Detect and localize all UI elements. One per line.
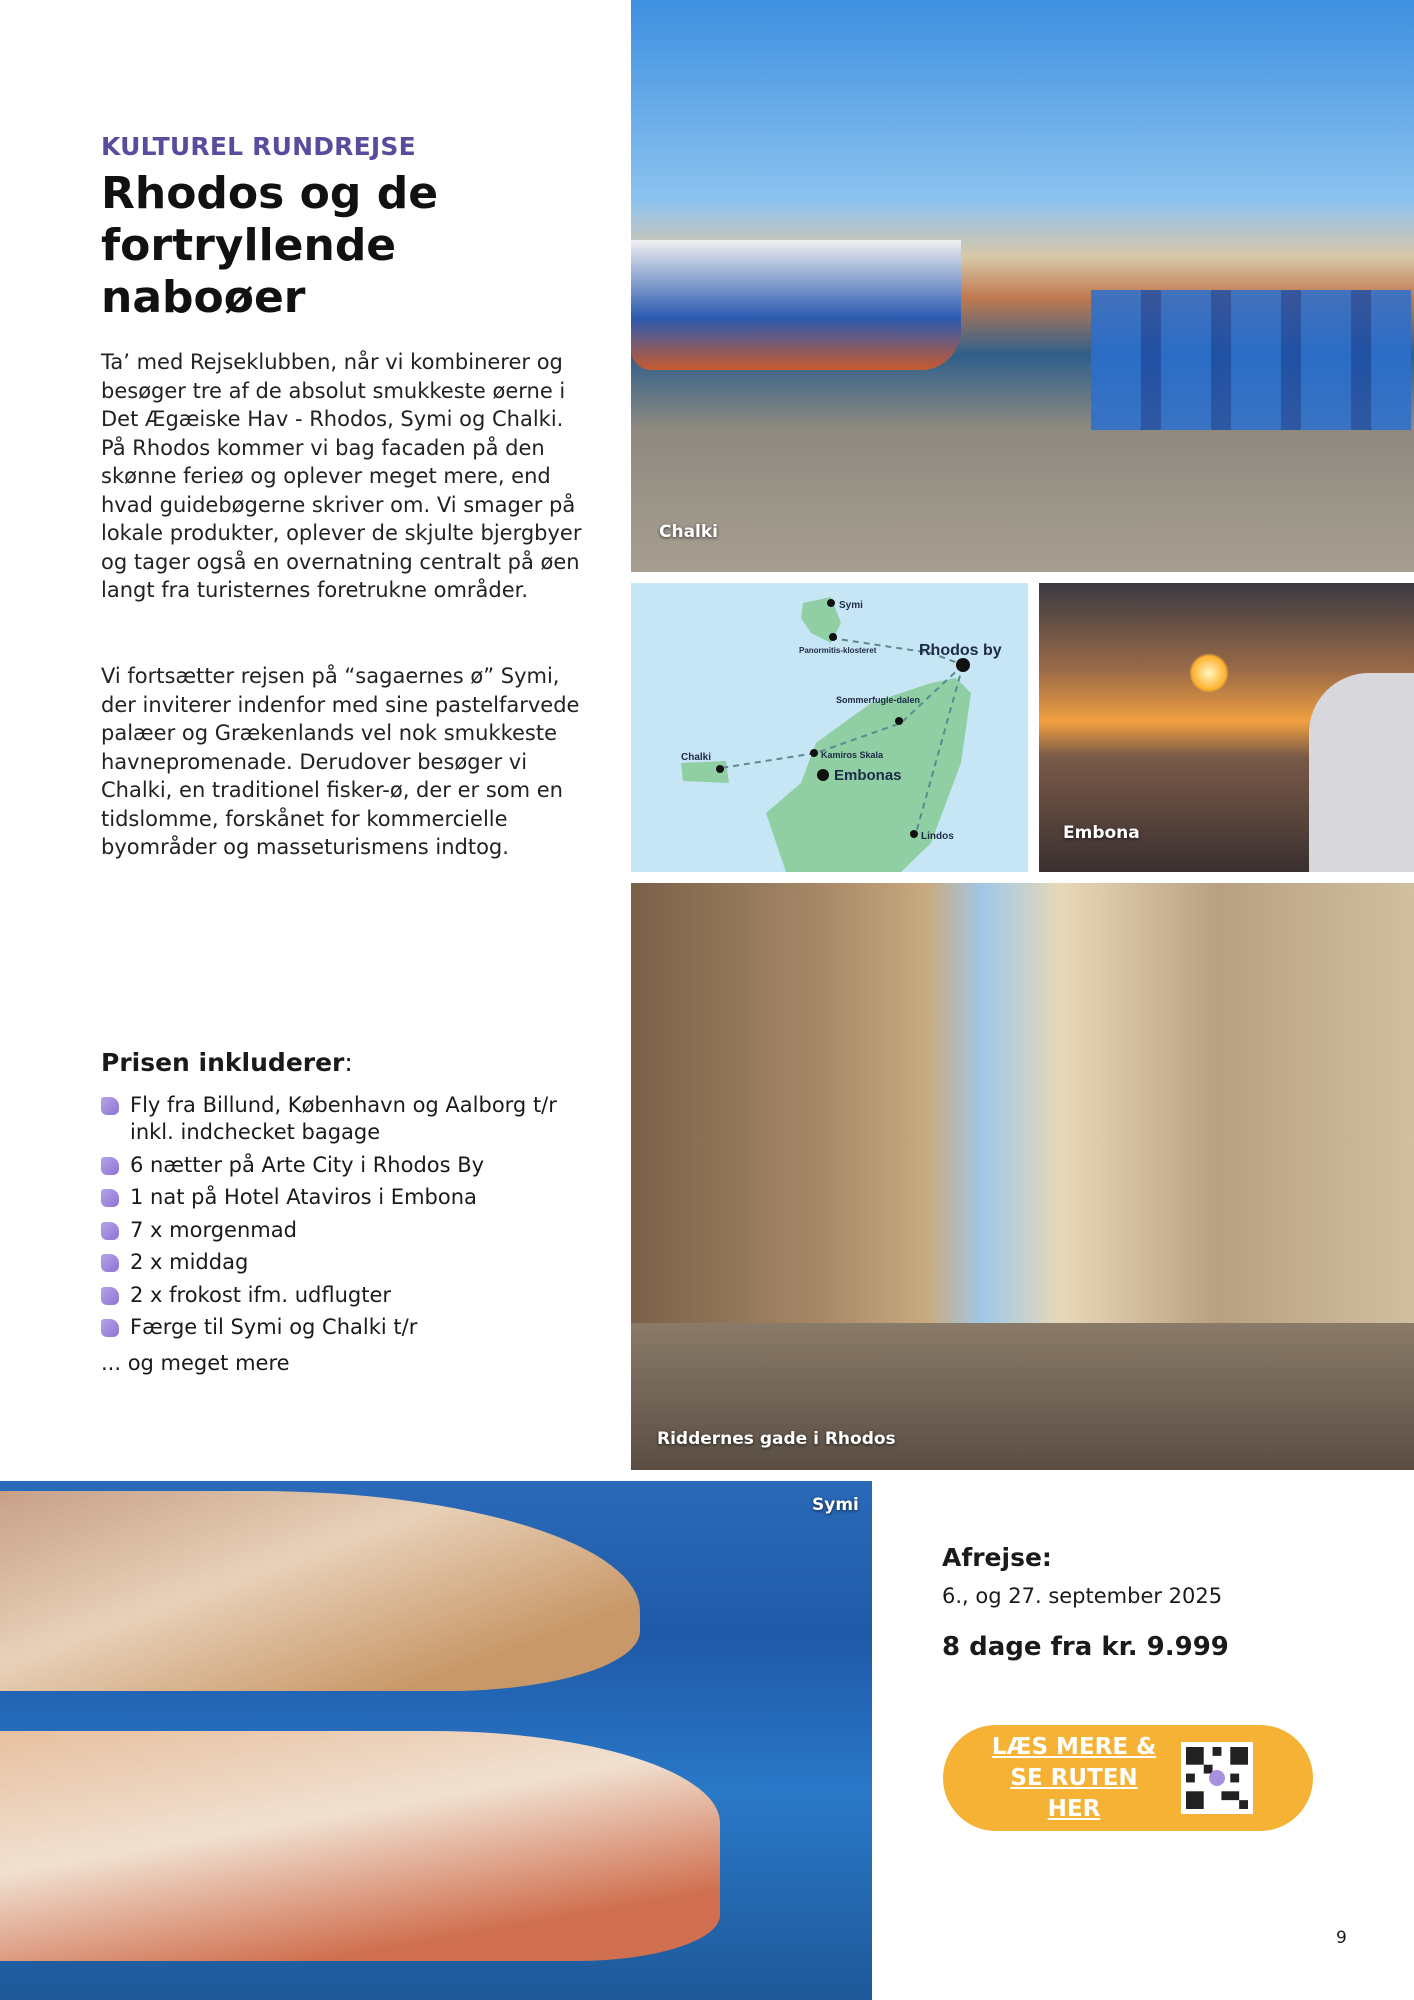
map-label: Chalki — [681, 752, 712, 763]
symi-paragraph: Vi fortsætter rejsen på “sagaernes ø” Symi, der inviterer indenfor med sine pastelfarvede palæer og Grækenlands vel nok smukkeste havnepromenade. Derudover besøger vi Chalki, en traditionel fisker-ø, der er som en tidslomme, forskånet for kommercielle byområder og masseturismens indtog. — [101, 664, 580, 859]
list-item: 2 x frokost ifm. udflugter — [101, 1282, 601, 1309]
bullet-icon — [101, 1157, 119, 1175]
read-more-label[interactable]: LÆS MERE & SE RUTEN HER — [991, 1733, 1157, 1822]
list-item: Fly fra Billund, København og Aalborg t/r inkl. indchecket bagage — [101, 1092, 601, 1146]
qr-code-icon[interactable] — [1181, 1742, 1253, 1814]
map-label: Symi — [839, 600, 863, 611]
departure-dates: 6., og 27. september 2025 — [942, 1584, 1223, 1608]
embona-photo — [1039, 583, 1414, 872]
list-item: 6 nætter på Arte City i Rhodos By — [101, 1152, 601, 1179]
departure-heading: Afrejse: — [942, 1543, 1052, 1572]
includes-heading: Prisen inkluderer: — [101, 1048, 353, 1077]
bullet-icon — [101, 1254, 119, 1272]
map-label: Lindos — [921, 831, 954, 842]
page-title: Rhodos og de fortryllende naboøer — [101, 168, 439, 323]
list-item: 1 nat på Hotel Ataviros i Embona — [101, 1184, 601, 1211]
kicker: KULTUREL RUNDREJSE — [101, 132, 416, 161]
list-item: 7 x morgenmad — [101, 1217, 601, 1244]
map-label: Sommerfugle-dalen — [836, 695, 921, 705]
page-number: 9 — [1336, 1928, 1347, 1948]
bullet-icon — [101, 1319, 119, 1337]
bullet-icon — [101, 1097, 119, 1115]
riddernes-gade-photo — [631, 883, 1414, 1470]
read-more-button[interactable] — [943, 1725, 1313, 1831]
chalki-photo — [631, 0, 1414, 572]
includes-list — [101, 1092, 601, 1347]
route-map — [631, 583, 1028, 872]
bullet-icon — [101, 1189, 119, 1207]
intro-paragraph: Ta’ med Rejseklubben, når vi kombinerer og besøger tre af de absolut smukkeste øerne i Det Ægæiske Hav - Rhodos, Symi og Chalki. På Rhodos kommer vi bag facaden på den skønne ferieø og oplever meget mere, end hvad guidebøgerne skriver om. Vi smager på lokale produkter, oplever de skjulte bjergbyer og tager også en overnatning centralt på øen langt fra turisternes foretrukne områder. — [101, 350, 582, 602]
bullet-icon — [101, 1287, 119, 1305]
photo-caption: Riddernes gade i Rhodos — [657, 1429, 896, 1449]
symi-photo — [0, 1481, 872, 2000]
map-label: Panormitis-klosteret — [799, 646, 877, 655]
photo-caption: Embona — [1063, 823, 1140, 843]
photo-caption: Symi — [812, 1495, 859, 1515]
list-item: Færge til Symi og Chalki t/r — [101, 1314, 601, 1341]
list-item: 2 x middag — [101, 1249, 601, 1276]
map-label: Embonas — [834, 767, 902, 784]
map-label: Rhodos by — [919, 642, 1002, 659]
and-more-text: ... og meget mere — [101, 1351, 290, 1375]
price: 8 dage fra kr. 9.999 — [942, 1632, 1229, 1662]
bullet-icon — [101, 1222, 119, 1240]
map-label: Kamiros Skala — [821, 750, 884, 760]
photo-caption: Chalki — [659, 522, 719, 542]
